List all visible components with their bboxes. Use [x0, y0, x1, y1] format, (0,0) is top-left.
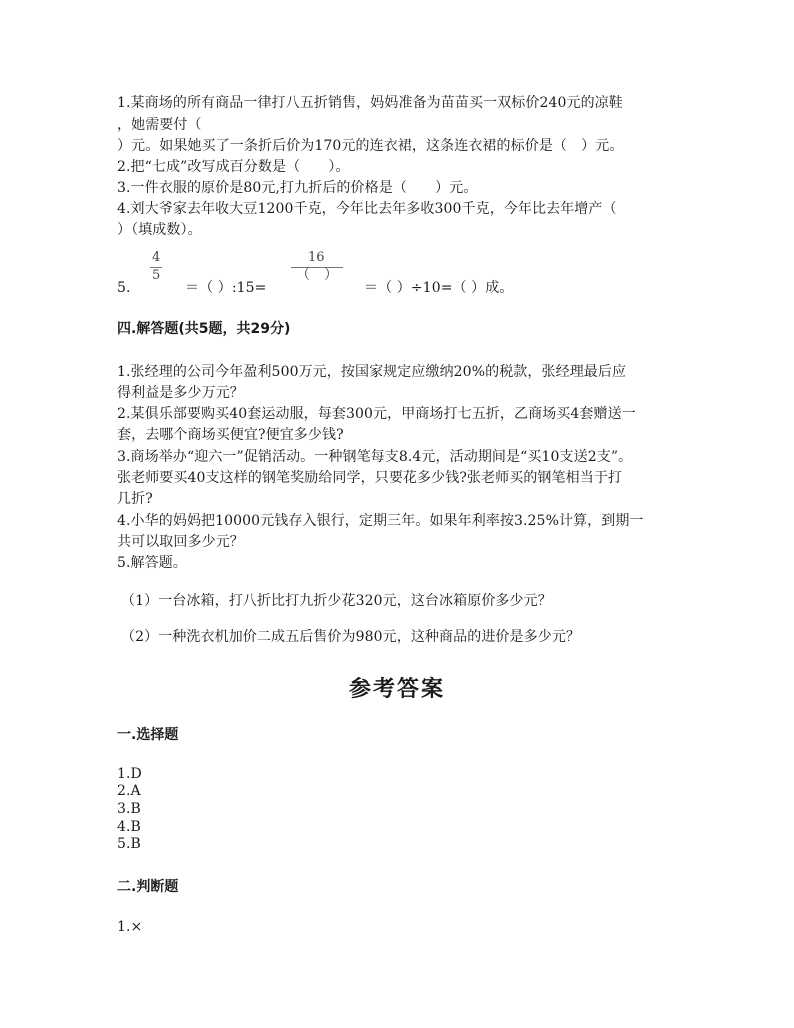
fraction1-denominator: 5	[152, 268, 161, 283]
answer-item: 4.B	[117, 819, 141, 835]
answer-item: 2.A	[117, 783, 141, 799]
s4-q2-line2: 套，去哪个商场买便宜?便宜多少钱?	[117, 427, 344, 443]
answer-item: 1.×	[117, 919, 143, 935]
fill-q1-line3: ）元。如果她买了一条折后价为170元的连衣裙，这条连衣裙的标价是（ ）元。	[117, 138, 624, 154]
answers-section1-heading: 一.选择题	[117, 727, 179, 743]
s4-q3-line1: 3.商场举办“迎六一”促销活动。一种钢笔每支8.4元，活动期间是“买10支送2支”。	[117, 449, 633, 465]
s4-q4-line2: 共可以取回多少元？	[117, 534, 244, 550]
fill-q2: 2.把“七成”改写成百分数是（ ）。	[117, 159, 350, 175]
fill-q5-eq1: ＝（ ）:15=	[185, 280, 267, 296]
fraction2-denominator: （ ）	[296, 267, 338, 283]
s4-q5: 5.解答题。	[117, 555, 187, 571]
fill-q4-line1: 4.刘大爷家去年收大豆1200千克，今年比去年多收300千克，今年比去年增产（	[117, 201, 617, 217]
fill-q5-number: 5.	[117, 280, 131, 296]
answers-title: 参考答案	[348, 676, 445, 702]
s4-q1-line2: 得利益是多少万元？	[117, 385, 244, 401]
fill-q3: 3.一件衣服的原价是80元,打九折后的价格是（ ）元。	[117, 180, 478, 196]
answer-item: 5.B	[117, 836, 141, 852]
answer-item: 1.D	[117, 766, 142, 782]
s4-q5-sub2: （2）一种洗衣机加价二成五后售价为980元，这种商品的进价是多少元？	[121, 629, 581, 645]
fraction2-numerator: 16	[308, 250, 325, 265]
s4-q2-line1: 2.某俱乐部要购买40套运动服，每套300元，甲商场打七五折，乙商场买4套赠送一	[117, 406, 636, 422]
section4-heading: 四.解答题(共5题，共29分)	[117, 321, 291, 337]
s4-q4-line1: 4.小华的妈妈把10000元钱存入银行，定期三年。如果年利率按3.25%计算，到期一	[117, 513, 644, 529]
answer-item: 3.B	[117, 801, 141, 817]
s4-q1-line1: 1.张经理的公司今年盈利500万元，按国家规定应缴纳20%的税款，张经理最后应	[117, 364, 627, 380]
fill-q1-line2: ，她需要付（	[117, 117, 202, 133]
fill-q1-line1: 1.某商场的所有商品一律打八五折销售，妈妈准备为苗苗买一双标价240元的凉鞋	[117, 95, 623, 111]
s4-q5-sub1: （1）一台冰箱，打八折比打九折少花320元，这台冰箱原价多少元？	[121, 593, 552, 609]
s4-q3-line3: 几折?	[117, 491, 153, 507]
fraction1-numerator: 4	[152, 250, 161, 265]
fill-q5-eq2: ＝（ ）÷10=（ ）成。	[364, 280, 514, 296]
answers-section2-heading: 二.判断题	[117, 879, 179, 895]
s4-q3-line2: 张老师要买40支这样的钢笔奖励给同学，只要花多少钱?张老师买的钢笔相当于打	[117, 470, 623, 486]
fill-q4-line2: ）（填成数）。	[117, 222, 202, 238]
